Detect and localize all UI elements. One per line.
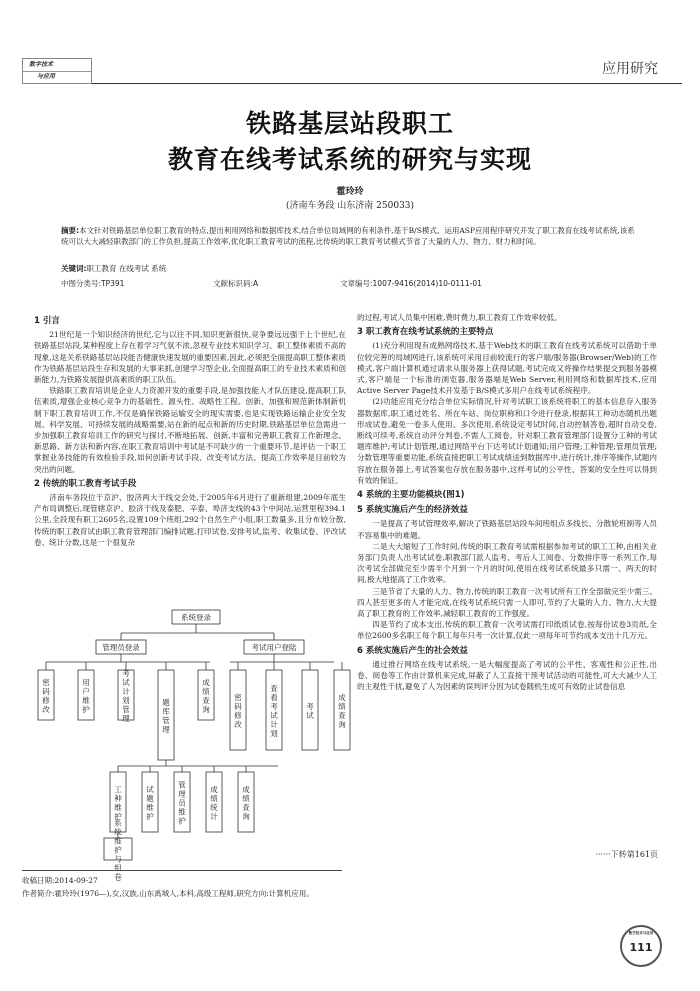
keywords (61, 263, 166, 274)
keywords-label: 关键词: (61, 264, 87, 273)
paragraph: 通过推行网络在线考试系统,一是大幅度提高了考试的公平性、客观性和公正性,出卷、阅卷等工作由计算机来完成,屏蔽了人工直接干预考试活动的可能性,可大大减少人工的主观性干扰,避免了人为因素的误判评分因为试卷随机生成可有效防止试卷信息 (357, 659, 657, 692)
diagram-admin: 管理员登录 (102, 643, 140, 652)
admin-module: 题库管理 (162, 698, 170, 734)
author: 霍玲玲 (336, 187, 364, 197)
user-module: 考试 (306, 702, 314, 720)
clc-number: 中图分类号:TP391 (61, 279, 125, 288)
footnote (22, 870, 342, 900)
user-module: 查看考试计划 (270, 684, 278, 738)
section-heading: 3 职工教育在线考试系统的主要特点 (357, 327, 494, 338)
title-line2: 教育在线考试系统的研究与实现 (167, 145, 532, 174)
question-module: 成绩查询 (242, 785, 250, 821)
abstract-label: 摘要: (61, 226, 79, 235)
paragraph: 二是大大缩短了工作时间,传统的职工教育考试需根据参加考试的职工工种,由相关业务部门负责人出考试试卷,职教部门派人监考、考后人工阅卷、分数排序等一系列工作,每次考试全部做完至少需半个月到一个月的时间,使用在线考试系统最多只需一、两天的时间,极大地提高了工作效率。 (357, 541, 657, 585)
journal-logo (22, 58, 92, 84)
paragraph: 铁路职工教育培训是企业人力资源开发的重要手段,是加强技能人才队伍建设,提高职工队伍素质,增强企业核心竞争力的基础性、源头性、战略性工程。创新、加强和规范新体制新机制下职工教育培训工作,不仅是确保铁路运输安全的现实需要,也是实现铁路运输企业安全发展、科学发展、可持续发展的战略需要,站在新的起点和新的历史时期,铁路基层单位急需进一步加强职工教育培训工作的研究与探讨,不断地拓展、创新,丰富和完善职工教育工作新理念、新思路、新方法和新内容,在职工教育培训中考试是不可缺少的一个重要环节,是评估一个职工掌握业务技能的有效检验手段,如何创新考试手段、改变考试方法、提高工作效率是目前较为突出的问题。 (34, 386, 346, 474)
continued-note: ······下转第161页 (595, 850, 658, 859)
section-heading: 1 引言 (34, 316, 60, 326)
paragraph: 三是节省了大量的人力、物力,传统的职工教育一次考试所有工作全部做完至少需三、四人甚至更多的人才能完成,在线考试系统只需一人即可,节约了大量的人力、物力,大大提高了职工教育的工作效率,减轻职工教育的工作强度。 (357, 586, 657, 619)
section-heading: 4 系统的主要功能模块(图1) (357, 490, 465, 501)
section-category: 应用研究 (602, 61, 658, 77)
logo-line2: 与应用 (37, 73, 56, 80)
paragraph: 四是节约了成本支出,传统的职工教育一次考试需打印纸质试卷,按每份试卷3页纸,全单位2600多名职工每个职工每年只考一次计算,仅此一项每年可节约成本支出十几万元。 (357, 620, 657, 641)
user-module: 成绩查询 (338, 693, 346, 729)
keywords-text: 职工教育 在线考试 系统 (86, 264, 167, 273)
paragraph: 的过程,考试人员集中困难,费时费力,职工教育工作效率较低。 (357, 313, 562, 322)
page-ring-text: 数字技术与应用 (628, 931, 654, 935)
diagram-root: 系统登录 (181, 613, 211, 622)
abstract (61, 225, 641, 247)
paragraph: (1)充分利用现有成熟网络技术,基于Web技术的职工教育在线考试系统可以借助于单位较完善的局域网进行,该系统可采用目前较流行的客户端/服务器(Browser/Web)的工作模式,客户端计算机通过请求从服务器上获得试题,考试完成又将操作结果提交到服务器模式,客户端是一个标准的浏览器,服务器端是Web Server,利用网络和数据库技术,应用Active Server Page技术开发基于B/S模式多用户在线考试系统程序。 (357, 341, 657, 396)
page-header (22, 58, 682, 84)
paragraph: 一是提高了考试管理效率,解决了铁路基层站段车间班组点多线长、分散轮班制等人员不容易集中的难题。 (357, 519, 657, 540)
section-heading: 6 系统实施后产生的社会效益 (357, 645, 468, 656)
author-bio: 作者简介:霍玲玲(1976—),女,汉族,山东禹城人,本科,高级工程师,研究方向:计算机应用。 (22, 889, 314, 898)
doc-code: 文献标识码:A (213, 279, 259, 288)
paragraph: 21世纪是一个知识经济的世纪,它与以往不同,知识更新很快,竞争要远远强于上个世纪,在铁路基层站段,某种程度上存在着学习气氛不浓,忽视专业技术知识学习、职工整体素质不高的现象,这是关系铁路基层站段能否健康快速发展的重要因素,因此,必须把全面提高职工整体素质作为铁路基层站段生存和发展的大事来抓,创建学习型企业,全面提高职工的专业技术素质和创新能力,为铁路发展提供高素质的职工队伍。 (34, 330, 346, 385)
admin-module: 成绩查询 (202, 678, 210, 714)
paragraph: 济南车务段位于京沪、胶济两大干线交会处,于2005年6月进行了重新组建,2009年底生产布局调整后,现管辖京沪、胶济干线及泰肥、辛泰、埠济支线的43个中间站,运营里程394.1公里,全段现有职工2605名,设置109个班组,292个自然生产小组,职工数量多,且分布较分散,传统的职工教育试由职工教育管理部门编排试题,打印试卷,安排考试,监考、收集试卷、评改试卷、统计分数,这是一个很复杂 (34, 493, 346, 547)
article-number: 文章编号:1007-9416(2014)10-0111-01 (340, 279, 482, 288)
diagram-user: 考试用户登陆 (251, 643, 297, 652)
paragraph: (2)功能应用充分结合单位实际情况,针对考试职工该系统将职工的基本信息存入服务器数据库,职工通过姓名、所在车站、岗位职称和口令进行登录,根据其工种动态随机出题形成试卷,避免一卷多人使用、多次使用,系统设定考试时间,自动控制答卷,超时自动交卷,断线可续考,系统自动评分判卷,不需人工阅卷。针对职工教育管理部门设置分工种的考试题库维护;考试计划管理,通过网络平台下达考试计划通知;用户管理;工种管理;管理员管理;分数管理等重要功能,系统直接把职工考试成绩送到数据库中,进行统计,排序等操作,试题内容放在服务器上,考试答案也存放在服务器中,这样考试的公平性、答案的安全性可以得到有效的保证。 (357, 397, 657, 485)
question-module: 试题维护 (146, 785, 154, 821)
abstract-text: 本文针对铁路基层单位职工教育的特点,提出利用网络和数据库技术,结合单位局域网的有利条件,基于B/S模式、运用ASP应用程序研究开发了职工教育在线考试系统,该系统可以大大减轻职教部门的工作负担,提高工作效率,优化职工教育考试的流程,比传统的职工教育考试模式节省了大量的人力、物力、财力和时间。 (61, 226, 635, 246)
user-module: 密码修改 (234, 693, 242, 729)
received-date: 收稿日期:2014-09-27 (22, 876, 98, 885)
section-heading: 5 系统实施后产生的经济效益 (357, 505, 468, 516)
question-module: 工种维护 (114, 785, 122, 821)
affiliation: (济南车务段 山东济南 250033) (285, 201, 415, 211)
admin-module: 密码修改 (42, 678, 50, 714)
left-column (34, 312, 346, 548)
admin-module: 考试计划管理 (122, 669, 130, 723)
logo-line1: 数字技术 (29, 61, 54, 68)
section-heading: 2 传统的职工教育考试手段 (34, 478, 137, 489)
admin-module: 用户维护 (82, 678, 90, 714)
question-module: 成绩统计 (210, 785, 218, 821)
right-column (357, 312, 657, 693)
question-module: 管理员维护 (178, 780, 186, 826)
title-line1: 铁路基层站段职工 (245, 109, 454, 138)
system-maint: 系统维护与组卷 (114, 818, 122, 882)
page-number-badge (620, 925, 662, 967)
page-number: 111 (629, 941, 653, 954)
